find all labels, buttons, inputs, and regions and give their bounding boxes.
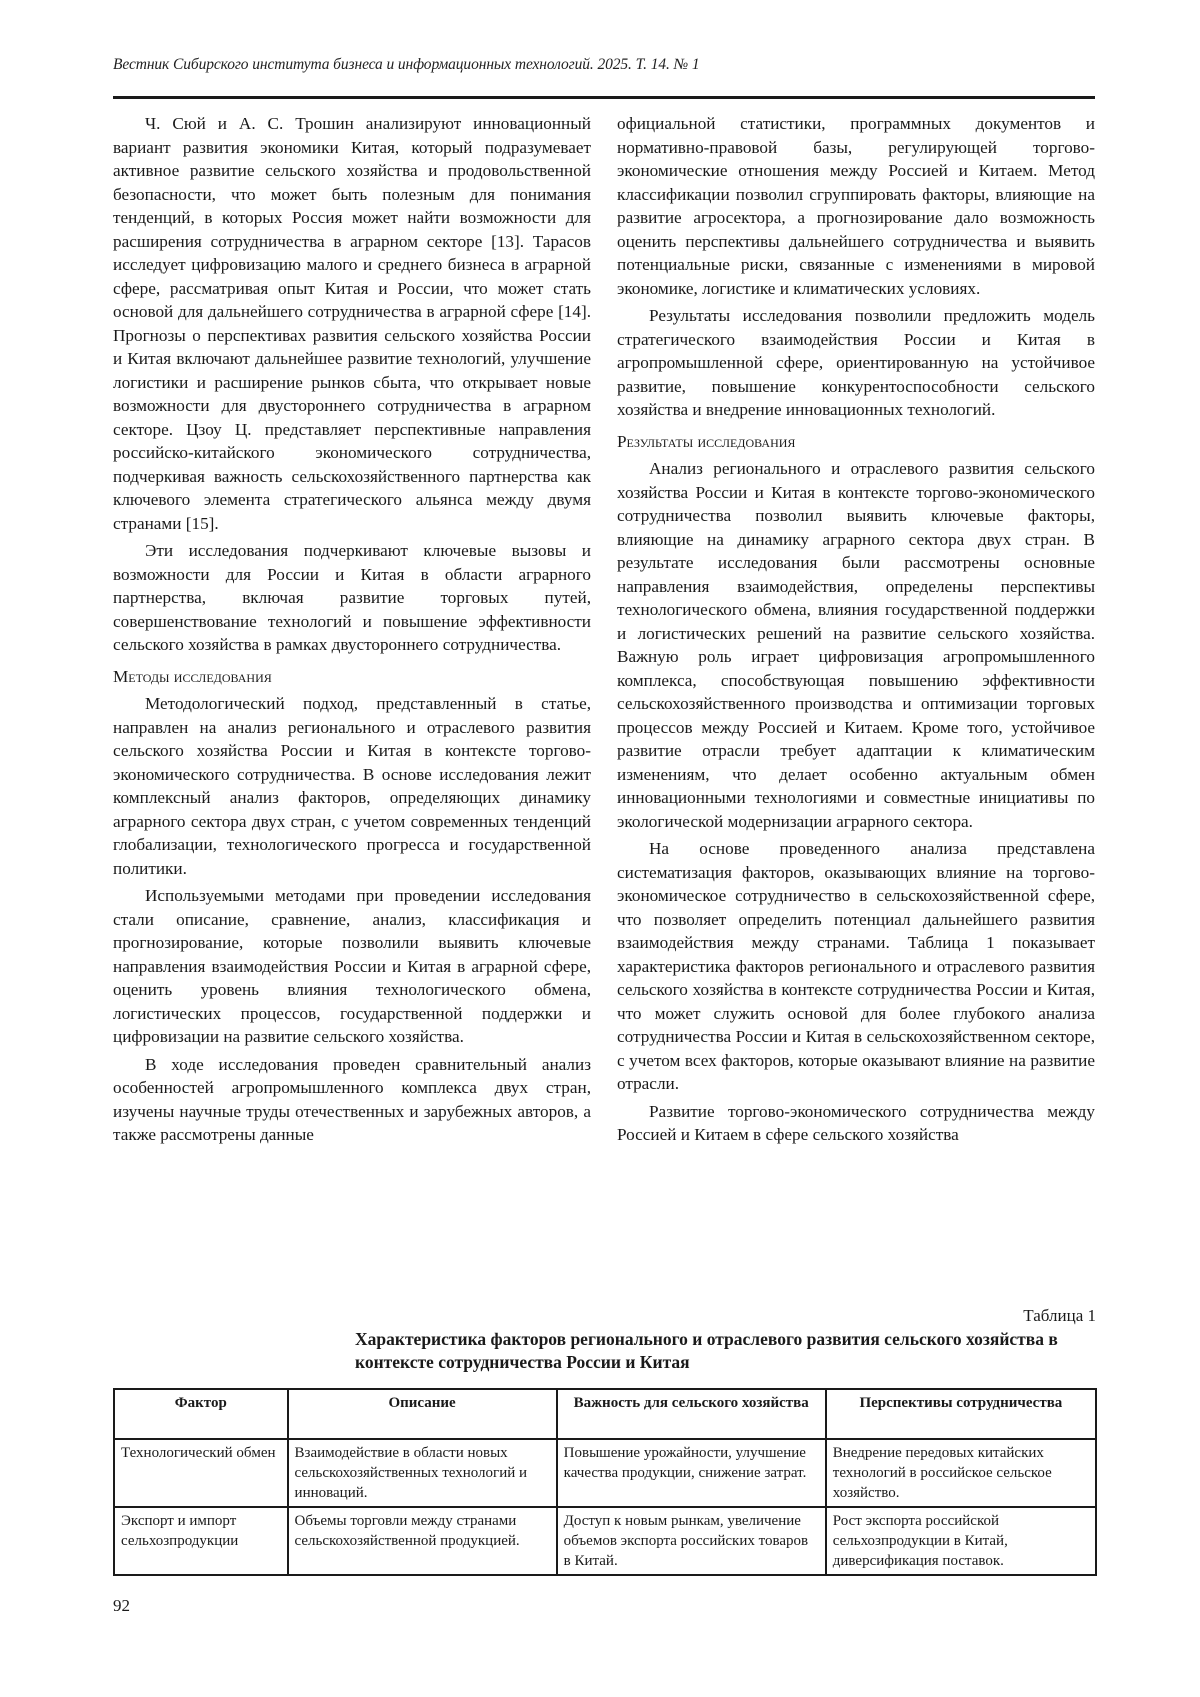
section-heading-methods: Методы исследования bbox=[113, 666, 272, 686]
table-cell: Взаимодействие в области новых сельскохозяйственных технологий и инноваций. bbox=[288, 1439, 557, 1507]
table-row bbox=[114, 1439, 1096, 1507]
body-paragraph: Используемыми методами при проведении исследования стали описание, сравнение, анализ, классификация и прогнозирование, которые позволили выявить ключевые направления взаимодействия России и Китая в аграрной сфере, оценить уровень влияния технологического обмена, логистических процессов, государственной поддержки и цифровизации на развитие сельского хозяйства. bbox=[113, 886, 591, 1046]
table-cell: Рост экспорта российской сельхозпродукции в Китай, диверсификация поставок. bbox=[826, 1507, 1096, 1575]
table-cell: Повышение урожайности, улучшение качества продукции, снижение затрат. bbox=[557, 1439, 826, 1507]
factors-table bbox=[113, 1388, 1097, 1576]
table-label: Таблица 1 bbox=[1023, 1306, 1096, 1325]
table-header-row bbox=[114, 1389, 1096, 1439]
body-paragraph: Ч. Сюй и А. С. Трошин анализируют инновационный вариант развития экономики Китая, который подразумевает активное развитие сельского хозяйства и продовольственной безопасности, что может быть полезным для понимания тенденций, в которых Россия может найти возможности для расширения сотрудничества в аграрном секторе [13]. Тарасов исследует цифровизацию малого и среднего бизнеса в аграрной сфере, рассматривая опыт Китая и России, что может стать основой для дальнейшего сотрудничества в аграрной сфере [14]. Прогнозы о перспективах развития сельского хозяйства России и Китая включают дальнейшее развитие технологий, улучшение логистики и расширение рынков сбыта, что открывает новые возможности для двустороннего сотрудничества в аграрном секторе. Цзоу Ц. представляет перспективные направления российско-китайского экономического сотрудничества, подчеркивая важность сельскохозяйственного партнерства как ключевого элемента стратегического альянса между двумя странами [15]. bbox=[113, 114, 591, 533]
running-head: Вестник Сибирского института бизнеса и информационных технологий. 2025. Т. 14. № 1 bbox=[113, 56, 700, 73]
body-paragraph: Развитие торгово-экономического сотрудничества между Россией и Китаем в сфере сельского хозяйства bbox=[617, 1101, 1095, 1144]
page-number: 92 bbox=[113, 1596, 130, 1615]
column-header: Описание bbox=[288, 1389, 557, 1439]
column-header: Важность для сельского хозяйства bbox=[557, 1389, 826, 1439]
table-cell: Внедрение передовых китайских технологий в российское сельское хозяйство. bbox=[826, 1439, 1096, 1507]
section-heading-results: Результаты исследования bbox=[617, 431, 796, 451]
column-header: Фактор bbox=[114, 1389, 288, 1439]
table-cell: Экспорт и импорт сельхозпродукции bbox=[114, 1507, 288, 1575]
body-paragraph: Методологический подход, представленный в статье, направлен на анализ регионального и отраслевого развития сельского хозяйства России и Китая в контексте торгово-экономического сотрудничества. В основе исследования лежит комплексный анализ факторов, определяющих динамику аграрного сектора двух стран, с учетом современных тенденций глобализации, технологического прогресса и государственной политики. bbox=[113, 694, 591, 878]
table-title: Характеристика факторов регионального и отраслевого развития сельского хозяйства в контексте сотрудничества России и Китая bbox=[355, 1329, 1058, 1372]
table-row bbox=[114, 1507, 1096, 1575]
right-column bbox=[617, 112, 1095, 1147]
table-cell: Доступ к новым рынкам, увеличение объемов экспорта российских товаров в Китай. bbox=[557, 1507, 826, 1575]
left-column bbox=[113, 112, 591, 1147]
table-cell: Объемы торговли между странами сельскохозяйственной продукцией. bbox=[288, 1507, 557, 1575]
body-paragraph: В ходе исследования проведен сравнительный анализ особенностей агропромышленного комплекса двух стран, изучены научные труды отечественных и зарубежных авторов, а также рассмотрены данные bbox=[113, 1054, 591, 1144]
column-header: Перспективы сотрудничества bbox=[826, 1389, 1096, 1439]
body-paragraph: На основе проведенного анализа представлена систематизация факторов, оказывающих влияние на торгово-экономическое сотрудничество в сельскохозяйственной сфере, что позволяет определить потенциал дальнейшего развития взаимодействия между странами. Таблица 1 показывает характеристика факторов регионального и отраслевого развития сельского хозяйства в контексте сотрудничества России и Китая, что может служить основой для более глубокого анализа сотрудничества России и Китая в сельскохозяйственном секторе, с учетом всех факторов, которые оказывают влияние на развитие отрасли. bbox=[617, 839, 1095, 1093]
table-cell: Технологический обмен bbox=[114, 1439, 288, 1507]
body-paragraph: Эти исследования подчеркивают ключевые вызовы и возможности для России и Китая в области аграрного партнерства, включая развитие торговых путей, совершенствование технологий и повышение эффективности сельского хозяйства в рамках двустороннего сотрудничества. bbox=[113, 541, 591, 654]
body-paragraph: Результаты исследования позволили предложить модель стратегического взаимодействия России и Китая в агропромышленной сфере, ориентированную на устойчивое развитие, повышение конкурентоспособности сельского хозяйства и внедрение инновационных технологий. bbox=[617, 306, 1095, 419]
header-rule bbox=[113, 96, 1095, 99]
body-paragraph: Анализ регионального и отраслевого развития сельского хозяйства России и Китая в контексте торгово-экономического сотрудничества позволил выявить ключевые факторы, влияющие на динамику аграрного сектора двух стран. В результате исследования были рассмотрены основные направления взаимодействия, определены перспективы технологического обмена, влияния государственной поддержки и логистических решений на развитие сельского хозяйства. Важную роль играет цифровизация агропромышленного комплекса, способствующая повышению эффективности сельскохозяйственного производства и оптимизации торговых процессов между Россией и Китаем. Кроме того, устойчивое развитие отрасли требует адаптации к климатическим изменениям, что делает особенно актуальным обмен инновационными технологиями и совместные инициативы по экологической модернизации аграрного сектора. bbox=[617, 459, 1095, 831]
body-paragraph-continuation: официальной статистики, программных документов и нормативно-правовой базы, регулирующей торгово-экономические отношения между Россией и Китаем. Метод классификации позволил сгруппировать факторы, влияющие на развитие агросектора, а прогнозирование дало возможность оценить перспективы дальнейшего сотрудничества и выявить потенциальные риски, связанные с изменениями в мировой экономике, логистике и климатических условиях. bbox=[617, 114, 1095, 298]
